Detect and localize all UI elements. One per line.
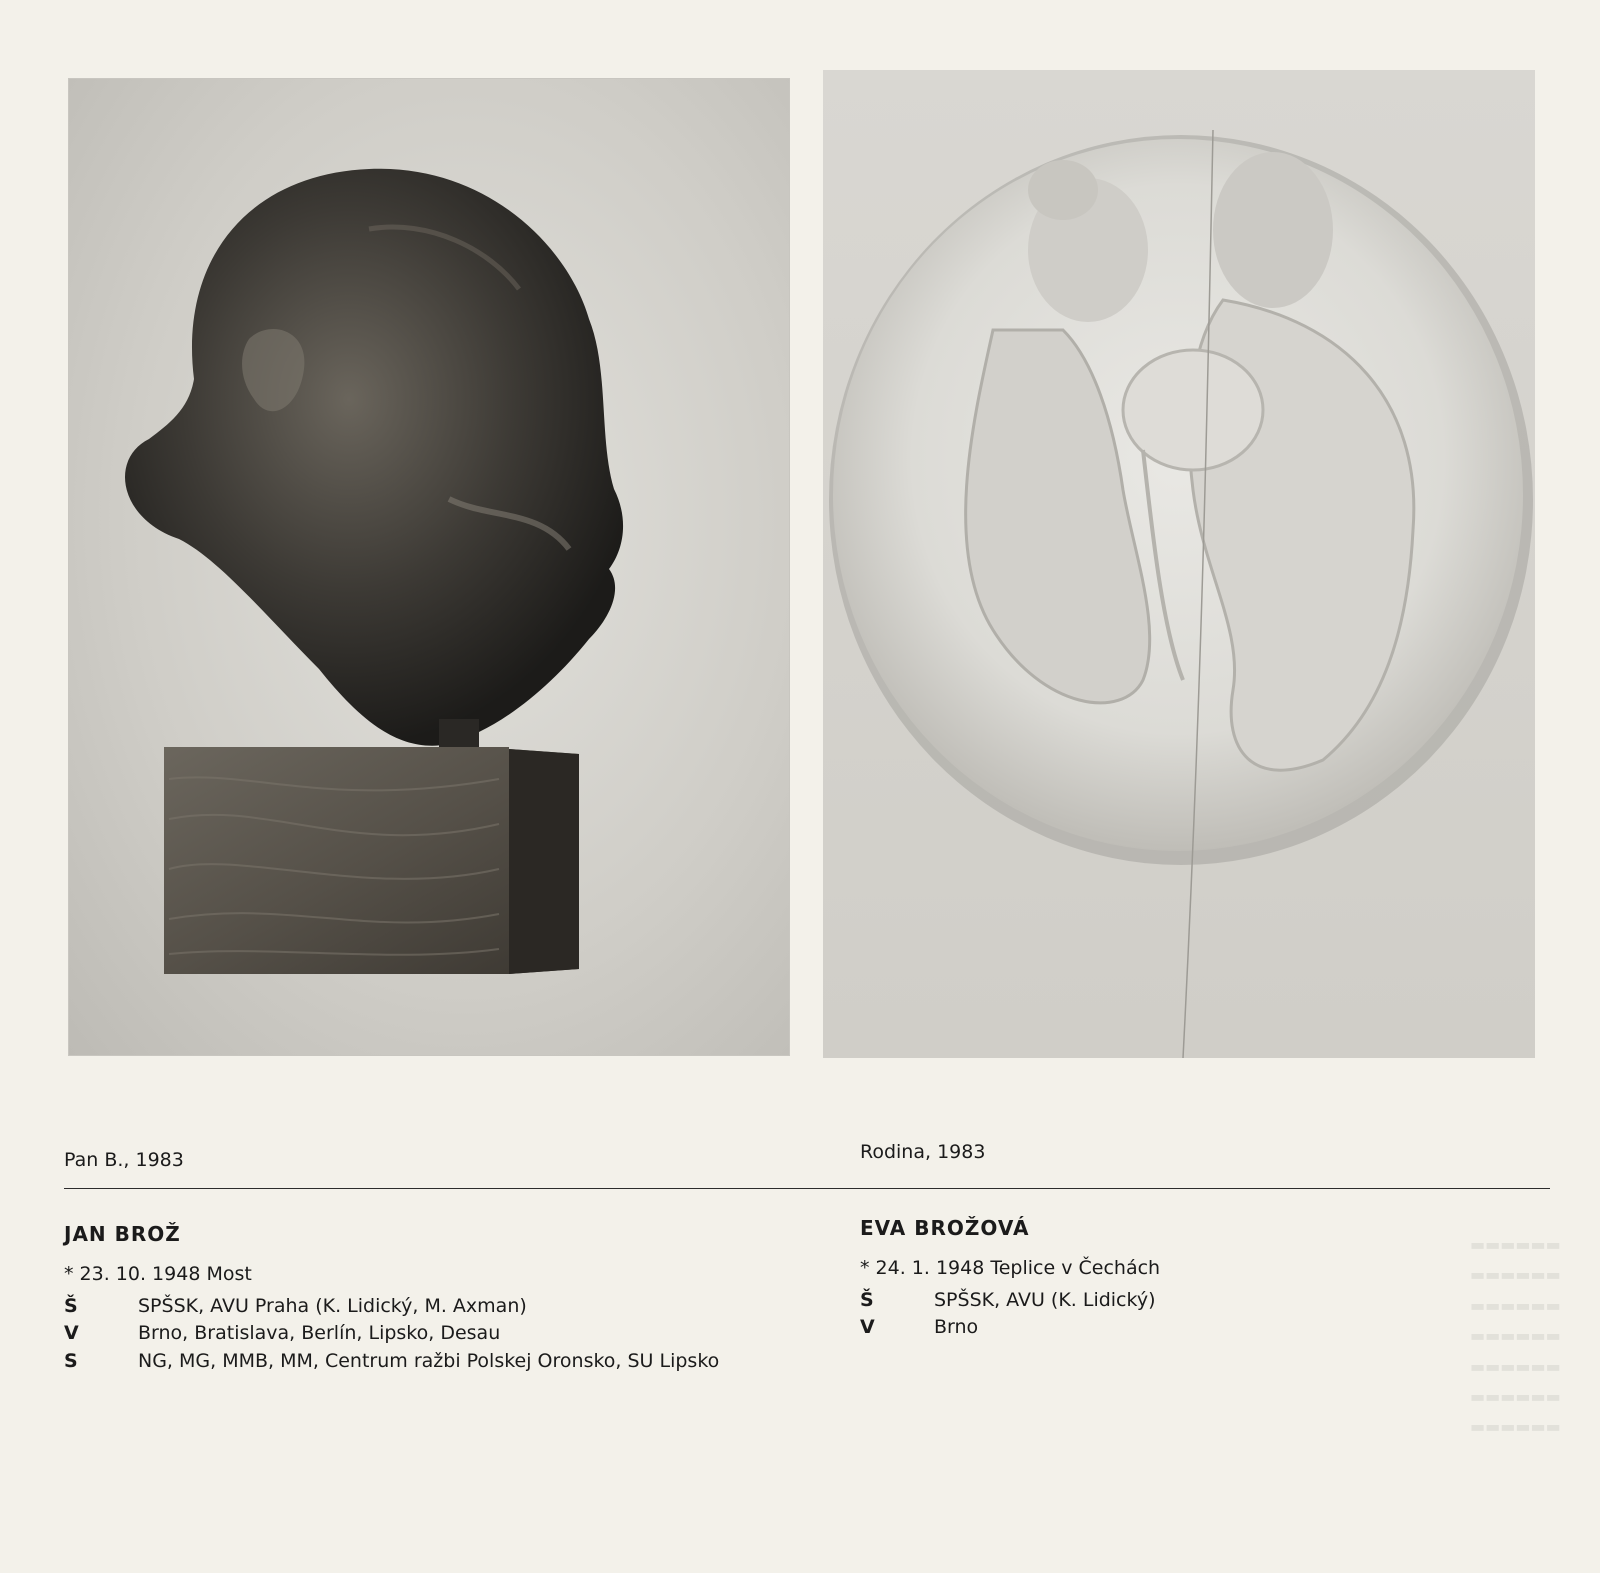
caption-pan-b: Pan B., 1983 [64,1149,184,1171]
artist-entry-eva-brozova [860,1215,1550,1343]
bio-row-collections [64,1349,804,1375]
artist-name: JAN BROŽ [64,1222,181,1246]
bio-value: NG, MG, MMB, MM, Centrum ražbi Polskej Oronsko, SU Lipsko [138,1349,720,1372]
artist-birth: * 23. 10. 1948 Most [64,1263,252,1285]
artist-birth: * 24. 1. 1948 Teplice v Čechách [860,1257,1161,1279]
bio-row-education [64,1294,804,1320]
bio-value: SPŠSK, AVU Praha (K. Lidický, M. Axman) [138,1294,527,1317]
bio-key: Š [860,1288,874,1311]
bio-key: Š [64,1294,78,1317]
divider-line [64,1188,1550,1189]
bio-value: SPŠSK, AVU (K. Lidický) [934,1288,1156,1311]
show-through-text: ▬▬▬▬▬▬ ▬▬▬▬▬▬ ▬▬▬▬▬▬ ▬▬▬▬▬▬ ▬▬▬▬▬▬ ▬▬▬▬▬▬ ▬▬▬▬▬▬ [1470,1235,1561,1437]
bio-row-exhibitions [64,1321,804,1347]
artist-entry-jan-broz [64,1221,804,1377]
bio-key: V [64,1322,79,1345]
relief-photo-rodina [823,70,1535,1058]
bio-value: Brno, Bratislava, Berlín, Lipsko, Desau [138,1322,501,1345]
bio-key: V [860,1316,875,1339]
sculpture-photo-pan-b [68,78,790,1056]
caption-rodina: Rodina, 1983 [860,1141,986,1163]
bio-value: Brno [934,1316,979,1339]
bio-key: S [64,1349,78,1372]
artist-name: EVA BROŽOVÁ [860,1216,1030,1240]
bio-row-exhibitions [860,1315,1550,1341]
bio-row-education [860,1288,1550,1314]
